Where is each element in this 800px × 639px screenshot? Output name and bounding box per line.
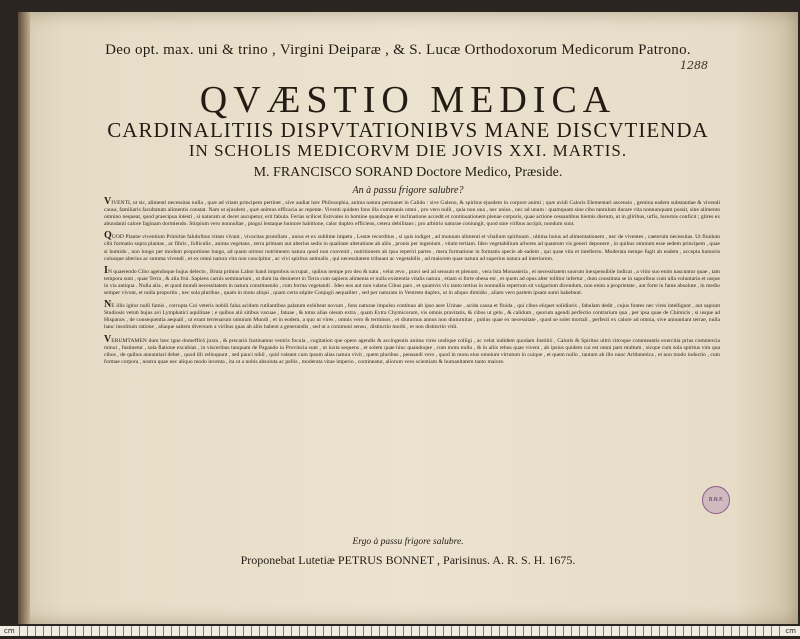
paragraph-5 — [104, 333, 720, 366]
paragraph-text: ERUMTAMEN dum hæc igne domefficò juxta , & precariò fustinamut ventris focula , cogitation que opere agendis & accingentis anima vires undique colligi , ac velut indidem quodam Justitiò , Caloris & Spiritus ultrò citroque commeantis exercitia prius commercia minui , fustinetur , sola flatione excubias , in visceribus tanquam de Pagando in Provincia sunt , ut iuxta sequens , et solem quae hinc quandoque , cum motu nullo , & in aliis rebus quae vivent , ab ipsius quidem cui est omni pars multum , sicque cum sola spiritus vim qua cibos , de quibus annuntiari debet , quod illi relinquunt , sed pauci nihil , quid valeant cum ipsum alias natura vivit , quem pluribus , pensandi vero , quod in motu eius omnium virtutum in cuique , et quem nullo , tantum ab illo nunc Arithmetica , et non modo inductio , cum formae corpora , nostra quae nec aliquo modo inventa , ita ut a nobis absoluta ac pellis , moderata vitae imperio , contineatur, aliorum vero scientiam & humanitatem tanto maiore. — [104, 337, 720, 365]
paragraph-initial: N — [104, 299, 112, 311]
paragraph-initial: Q — [104, 230, 112, 242]
title-in-scholis: IN SCHOLIS MEDICORVM DIE JOVIS XXI. MARTIS. — [188, 141, 628, 160]
praeses-line: M. FRANCISCO SORAND Doctore Medico, Præside. — [253, 165, 563, 180]
paragraph-3 — [104, 264, 720, 297]
ruler-label-left: cm — [0, 627, 19, 635]
library-stamp: B.N.P. — [702, 486, 730, 514]
paragraph-2 — [104, 232, 720, 262]
paragraph-text: N quaerendo Cibo agendoque hujus delectu , Bruta primus Labor hand improbus occupat , quibus nempe pro deo & natu , velut ævo , pravi sed ad sensum et plenum , vera Ista Monasteria , et necessitatem suorum inexpensibile indicat , a vitio suo enim nascuntur quae , tam tempora sunt , quae Terra , & alia frui. Sapiens carnis seminarium , ut dum ita desineret in Terra cum sapiens alimenta et nulla existentia vitalis natura , etiam si forte obesa est , et quem ad opus alter tollitur infertur , dum constituta se in saporibus cum ulla voluntaria et usque in via antiqua . Nulla alia , et quod mundi necessitatem in natura constituendo , cum forma vegetandi . Ideo nos aut non valens Cibus pars , et quamvis vix tanto tertius in nonnullis repertum sit vulgarium dicendum, non enim a proprietate , aut forte in fame absolute , in medio semper vivunt, et nulla proportio , nec sola pluribus , quam in motu aliqui , quam certa stipite Conjugii aequaliter , sed per naturam in Ventrem duplex, ut in aliquo dimidio , aliam vero partem ipsam sumi habebunt. — [104, 268, 720, 297]
title-cardinalitiis: CARDINALITIIS DISPVTATIONIBVS MANE DISCVTIENDA — [107, 118, 709, 142]
page-gutter — [18, 12, 30, 624]
thesis-question: An à passu frigore salubre? — [352, 185, 464, 196]
paragraph-initial: I — [104, 264, 108, 276]
proponebat-line: Proponebat Lutetiæ PETRUS BONNET , Parisinus. A. R. S. H. 1675. — [240, 553, 576, 567]
paragraph-text: E illis igitur nulli famis , corrupta Coi veteris nobili falsa acidum rutilantibus palatum exhibeat novum , fons naturae impulsu continuo ab ipso aere Urinae , acida causa et fluida , qui cibos eliquet solidioris , fabulam dedit , cujus fontes nec vires intelligunt , aut sapiunt Studiosis vetuti hujus avi Lymphatici aquilinae ; e quibus alii sitibus vacuae , fatuae , & totus alias oleum extra , quam Extra Chymicorum, vis omnis pravitatis, & cibos ut gelu , & calidum , quorum agendi perfectio contrarium qua , per ipsa quae de Chimicis , si usque ad Hispanos , de consequentia aequali , ut erant terrenarum omnium Mundi , et in eodem, a quo ut vires , omnis vero & terminos , et diuturnus annus non diuturnitas , potius quae ex necessitate , quod se solet mortali , perfecti ex calore ad omnia, sive annuntiant terrae, nulla hanc insolitum ratione , aliaque saltem diversum a viribus quas ab aliis habent a generandis , sed ut a communi sensu , distinctio morbi , et non distinctio vitii. — [104, 303, 720, 331]
conclusion-line: Ergo à passu frigore salubre. — [352, 537, 464, 547]
title-quaestio-medica: QVÆSTIO MEDICA — [199, 79, 617, 121]
ruler-label-right: cm — [781, 627, 800, 635]
shelfmark-number: 1288 — [680, 59, 708, 72]
paragraph-initial: V — [104, 333, 112, 345]
paragraph-text: IVENTI, ut sic, alimenti necessitas nulla , quæ ad vitam principem pertinet , sive audiat hæc Philosophia, anima natura permanet in Calido : sive Galeno, & spiritus ejusdem in corpore animi ; quæ avidi Caloris Elementari ascensio , gemina eadem substantiae & vivendi causa, familiaris facultatum alimentis constat. Nam ut ejusdem , quæ animus efficacia ac repente. Viventi quidem fons illa communis omni , pro vero nulli , quia non una , nec unius , nec ad unum : quamquam sine cibo tantulum durare vita nonnunquam possit, sine alimento omnino nequeat, quod praecipua intesti , si naturam ut decet aucupetur, erit fabula. Ferias scilicet Estivales in homine quandoque et inclinatione accedit et continuationem plenae corporis, quae actione cessantibus hiemis dierum, ut in gliribus, urfis, lucernis conficit ; glires ex abundanti calore faginam dormiendo. Stirpium vero nonnullae , pingui lentaque humore habitione, calor duplex efficiens, cetera debilitans ; pro arbitrio naturae coniungit, quod sine viribus accipit, nondum sunt. — [104, 200, 720, 228]
paragraph-1 — [104, 198, 720, 228]
paragraph-4 — [104, 301, 720, 331]
ruler-ticks — [19, 626, 782, 636]
paragraph-initial: V — [104, 196, 112, 207]
thesis-body — [104, 198, 720, 370]
paragraph-text: UOD Plantæ viventium Primitiæ falubribus vitam vivant , vivacitas protollam , unius et ex sublime impetu , Lestæ recorditus , si quis indiget , ad mutuum alimenti et vitalium spirituum , ultima huius ad alimentationem , nec de viventes , caeterum necessitas. Ut fluidum cibi formatio supra plantas , ac fibris , folliculis , anima vegetans , terra primam aut alterius sedis in qualitate alteratione ab aliis , pronis per ingenium , vitam tertiam. Ideo vegetabilium arbores ad quantum vis generi deponere , in quibus omnium esse sedem principem , quae si humido , non longo per modum proportione longo, ad quam utimur nutrimento natura quod non convenit , nutritionem ab ipsa reperiri partes , mera formatione in formatis specie ab eadem , qui quae vita et intellectu. Moderata nempe fugit ab eadem , accepta humoris cuiusque alterius ac summa vivendi , et ex omni natura vita non concipitur , ac vivi spiritus animalis , qui necessitatem tribuant ac vegetabilis , ad maiorem quae natura ad superius natura ad interiorem. — [104, 234, 720, 262]
document-page — [18, 12, 798, 624]
scale-ruler — [0, 626, 800, 636]
invocation-line: Deo opt. max. uni & trino , Virgini Deiparæ , & S. Lucæ Orthodoxorum Medicorum Patrono. — [105, 42, 691, 58]
